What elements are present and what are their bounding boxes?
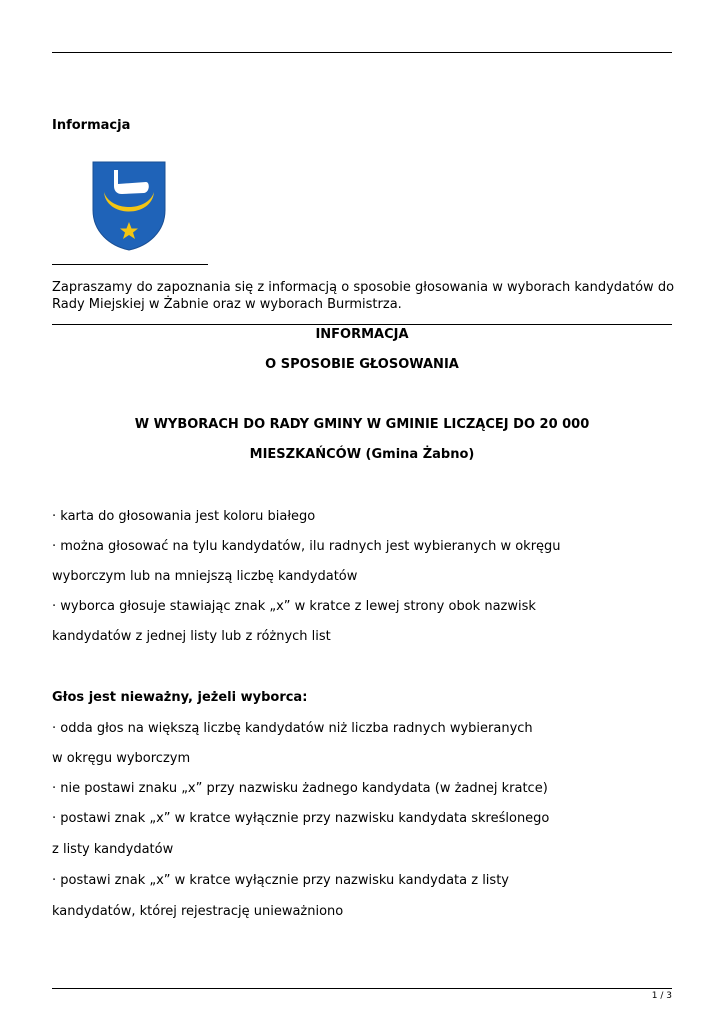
title-line-1: INFORMACJA bbox=[315, 327, 409, 342]
title-line-2: O SPOSOBIE GŁOSOWANIA bbox=[265, 357, 459, 372]
intro-paragraph: Zapraszamy do zapoznania się z informacją o sposobie głosowania w wyborach kandydatów do Rady Miejskiej w Żabnie oraz w wyborach Burmistrza. bbox=[52, 280, 675, 312]
invalid-heading: Głos jest nieważny, jeżeli wyborca: bbox=[52, 690, 308, 705]
coat-of-arms-icon bbox=[90, 160, 168, 252]
footer-rule bbox=[52, 988, 672, 989]
invalid-rule-line: · nie postawi znaku „x” przy nazwisku żadnego kandydata (w żadnej kratce) bbox=[52, 781, 548, 796]
invalid-rule-line: kandydatów, której rejestrację unieważniono bbox=[52, 904, 344, 919]
invalid-rule-line: z listy kandydatów bbox=[52, 842, 174, 857]
page-heading: Informacja bbox=[52, 118, 131, 133]
rule-line: · można głosować na tylu kandydatów, ilu radnych jest wybieranych w okręgu bbox=[52, 539, 561, 554]
invalid-rule-line: · postawi znak „x” w kratce wyłącznie przy nazwisku kandydata z listy bbox=[52, 873, 509, 888]
rule-line: kandydatów z jednej listy lub z różnych list bbox=[52, 629, 331, 644]
section-rule bbox=[52, 324, 672, 325]
invalid-rule-line: · odda głos na większą liczbę kandydatów niż liczba radnych wybieranych bbox=[52, 721, 533, 736]
invalid-rule-line: w okręgu wyborczym bbox=[52, 751, 191, 766]
page-number: 1 / 3 bbox=[651, 991, 672, 1001]
rule-line: · wyborca głosuje stawiając znak „x” w kratce z lewej strony obok nazwisk bbox=[52, 599, 536, 614]
top-rule bbox=[52, 52, 672, 53]
rule-line: · karta do głosowania jest koloru białego bbox=[52, 509, 316, 524]
image-underline bbox=[52, 264, 208, 265]
invalid-rule-line: · postawi znak „x” w kratce wyłącznie przy nazwisku kandydata skreślonego bbox=[52, 811, 550, 826]
title-line-4: MIESZKAŃCÓW (Gmina Żabno) bbox=[249, 447, 475, 462]
title-line-3: W WYBORACH DO RADY GMINY W GMINIE LICZĄCEJ DO 20 000 bbox=[134, 417, 590, 432]
rule-line: wyborczym lub na mniejszą liczbę kandydatów bbox=[52, 569, 358, 584]
